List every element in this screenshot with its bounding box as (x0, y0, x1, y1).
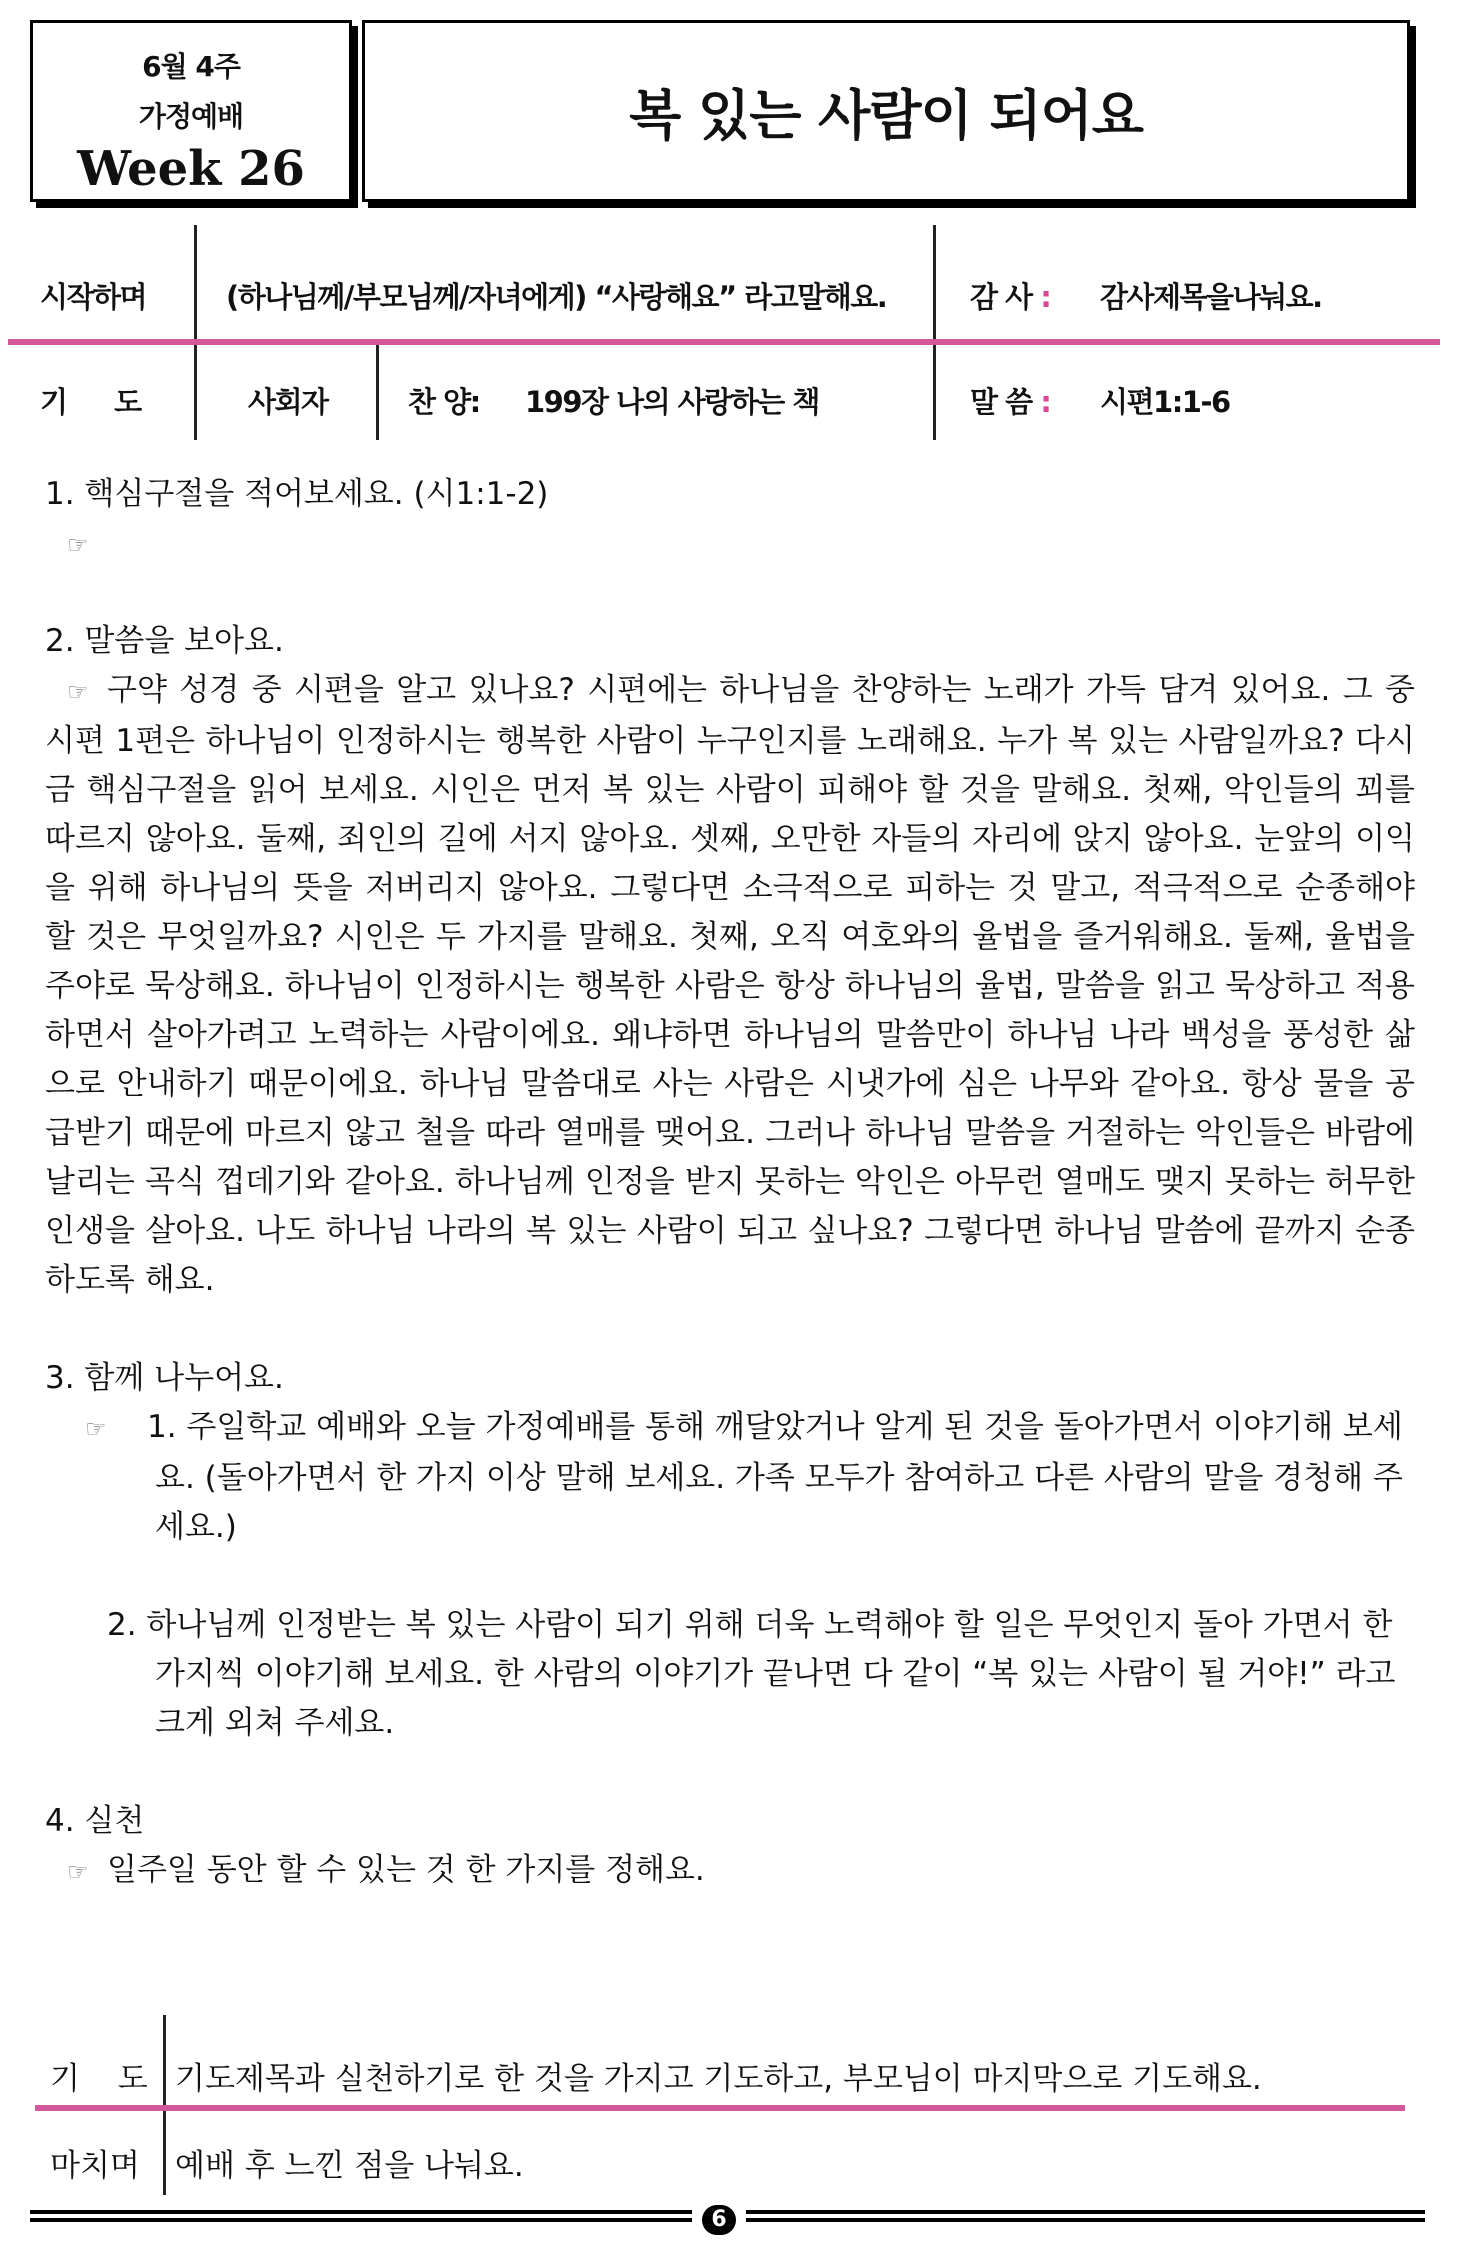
month-week: 6월 4주 (142, 50, 240, 83)
row-separator (35, 2105, 1405, 2111)
page-number: 6 (702, 2205, 736, 2235)
thanks-label: 감 사 (970, 280, 1032, 314)
closing-prayer-text: 기도제목과 실천하기로 한 것을 가지고 기도하고, 부모님이 마지막으로 기도해요. (175, 2061, 1262, 2097)
word-label: 말 씀 (970, 385, 1032, 419)
hymn-text: 199장 나의 사랑하는 책 (525, 385, 819, 419)
week-box (30, 20, 352, 202)
start-text: (하나님께/부모님께/자녀에게) “사랑해요” 라고말해요. (226, 280, 887, 314)
section-4-title: 4. 실천 (45, 1803, 145, 1839)
main-content (45, 470, 1415, 1897)
practice-text: 일주일 동안 할 수 있는 것 한 가지를 정해요. (107, 1852, 705, 1888)
share-question-2 (45, 1601, 1415, 1748)
colon: : (1040, 385, 1051, 419)
pointing-hand-icon: ☞ (85, 1415, 107, 1443)
divider (933, 225, 936, 440)
divider (194, 225, 197, 440)
hymn-label: 찬 양: (408, 385, 480, 419)
closing-prayer-label: 기 도 (50, 2061, 162, 2097)
footer-rule-right (746, 2210, 1425, 2230)
worship-kind: 가정예배 (138, 100, 244, 133)
colon: : (1040, 280, 1051, 314)
row-separator (8, 339, 1440, 345)
share-question-1 (45, 1403, 1415, 1552)
section-3-title: 3. 함께 나누어요. (45, 1360, 284, 1396)
leader: 사회자 (248, 385, 328, 419)
pointing-hand-icon: ☞ (67, 1858, 89, 1886)
closing-end-label: 마치며 (50, 2148, 140, 2184)
divider (376, 343, 379, 440)
week-number: Week 26 (77, 141, 305, 197)
section-2-body (45, 666, 1415, 1305)
thanks-text: 감사제목을나눠요. (1100, 280, 1322, 314)
pointing-hand-icon: ☞ (67, 678, 89, 706)
footer (30, 2205, 1425, 2235)
prayer-label: 기 도 (40, 385, 161, 419)
page-title: 복 있는 사람이 되어요 (629, 83, 1143, 147)
word-text: 시편1:1-6 (1100, 385, 1230, 419)
section-2-title: 2. 말씀을 보아요. (45, 623, 284, 659)
pointing-hand-icon: ☞ (67, 531, 89, 559)
start-label: 시작하며 (40, 280, 147, 314)
closing-table (35, 2015, 1410, 2195)
bible-story-text: 구약 성경 중 시편을 알고 있나요? 시편에는 하나님을 찬양하는 노래가 가득 담겨 있어요. 그 중 시편 1편은 하나님이 인정하시는 행복한 사람이 누구인지를 노래해요. 누가 복 있는 사람일까요? 다시금 핵심구절을 읽어 보세요. 시인은 먼저 복 있는 사람이 피해야 할 것을 말해요. 첫째, 악인들의 꾀를 따르지 않아요. 둘째, 죄인의 길에 서지 않아요. 셋째, 오만한 자들의 자리에 앉지 않아요. 눈앞의 이익을 위해 하나님의 뜻을 저버리지 않아요. 그렇다면 소극적으로 피하는 것 말고, 적극적으로 순종해야 할 것은 무엇일까요? 시인은 두 가지를 말해요. 첫째, 오직 여호와의 율법을 즐거워해요. 둘째, 율법을 주야로 묵상해요. 하나님이 인정하시는 행복한 사람은 항상 하나님의 율법, 말씀을 읽고 묵상하고 적용하면서 살아가려고 노력하는 사람이에요. 왜냐하면 하나님의 말씀만이 하나님 나라 백성을 풍성한 삶으로 안내하기 때문이에요. 하나님 말씀대로 사는 사람은 시냇가에 심은 나무와 같아요. 항상 물을 공급받기 때문에 마르지 않고 철을 따라 열매를 맺어요. 그러나 하나님 말씀을 거절하는 악인들은 바람에 날리는 곡식 껍데기와 같아요. 하나님께 인정을 받지 못하는 악인은 아무런 열매도 맺지 못하는 허무한 인생을 살아요. 나도 하나님 나라의 복 있는 사람이 되고 싶나요? 그렇다면 하나님 말씀에 끝까지 순종하도록 해요. (45, 672, 1415, 1298)
question-2-text: 2. 하나님께 인정받는 복 있는 사람이 되기 위해 더욱 노력해야 할 일은 무엇인지 돌아 가면서 한 가지씩 이야기해 보세요. 한 사람의 이야기가 끝나면 다 같이 “복 있는 사람이 될 거야!” 라고 크게 외쳐 주세요. (107, 1607, 1396, 1741)
question-1-text: 1. 주일학교 예배와 오늘 가정예배를 통해 깨달았거나 알게 된 것을 돌아가면서 이야기해 보세요. (돌아가면서 한 가지 이상 말해 보세요. 가족 모두가 참여하고 다른 사람의 말을 경청해 주세요.) (147, 1409, 1403, 1545)
footer-rule-left (30, 2210, 692, 2230)
info-table (0, 225, 1460, 440)
section-1-title: 1. 핵심구절을 적어보세요. (시1:1-2) (45, 476, 549, 512)
title-box (362, 20, 1410, 202)
practice-line (45, 1846, 1415, 1897)
closing-end-text: 예배 후 느낀 점을 나눠요. (175, 2148, 524, 2184)
